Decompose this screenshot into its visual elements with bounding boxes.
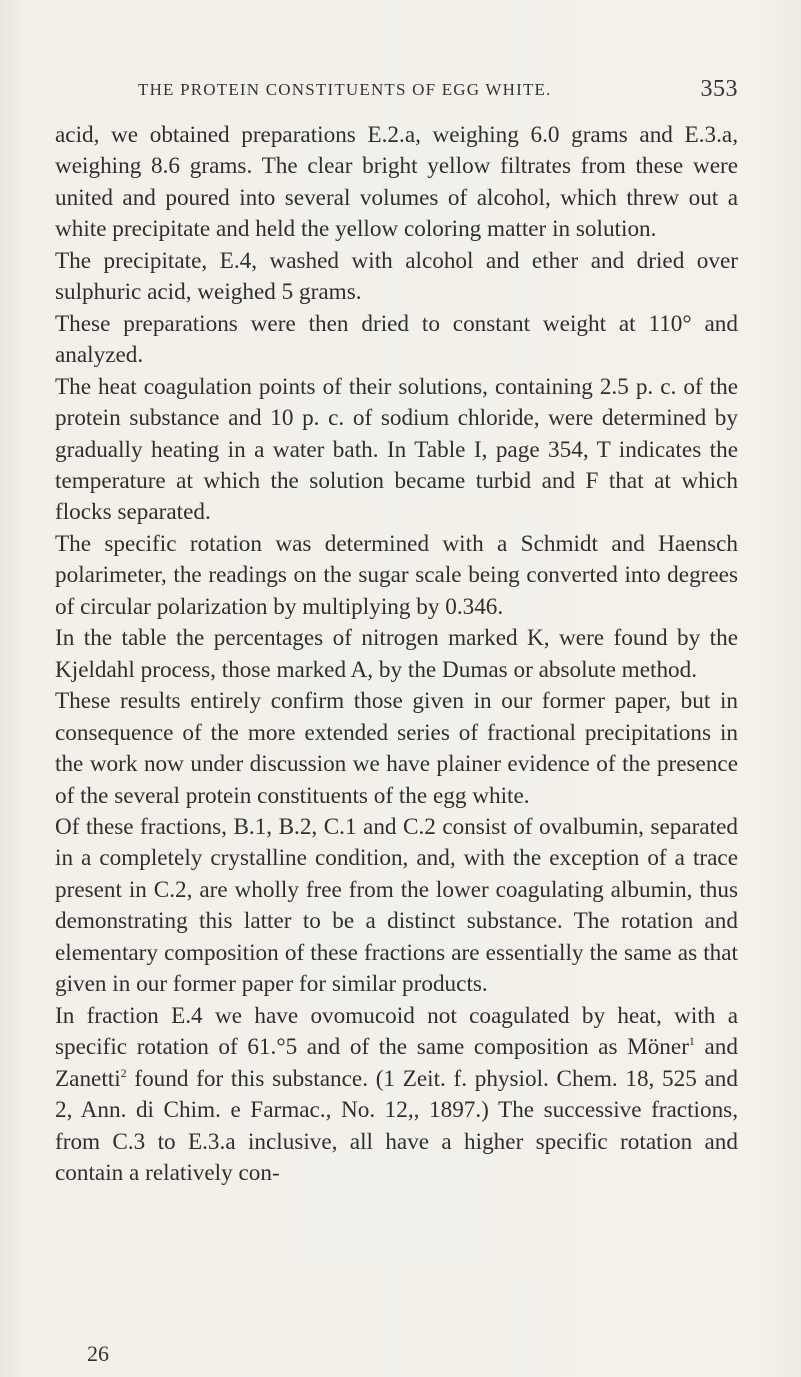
paragraph-9-text-1: In fraction E.4 we have ovomucoid not coagulated by heat, with a specific rotation of 61.°5 and of the same composition as Möner: [55, 1002, 738, 1061]
paragraph-5: The specific rotation was determined with a Schmidt and Haensch polarimeter, the readings on the sugar scale being converted into degrees of circular polarization by multiplying by 0.346.: [55, 530, 738, 620]
paragraph-9-text-3: found for this substance. (1 Zeit. f. physiol. Chem. 18, 525 and 2, Ann. di Chim. e Farmac., No. 12,, 1897.) The successive fractions, from C.3 to E.3.a inclusive, all have a higher specific rotation and contain a relatively con-: [55, 1065, 738, 1186]
paragraph-3: These preparations were then dried to constant weight at 110° and analyzed.: [55, 310, 738, 369]
paragraph-9-text-2: and Zanetti: [55, 1034, 738, 1092]
paragraph-8: Of these fractions, B.1, B.2, C.1 and C.2 consist of ovalbumin, separated in a completely crystalline condition, and, with the exception of a trace present in C.2, are wholly free from the lower coagulating albumin, thus demonstrating this latter to be a distinct substance. The rotation and elementary composition of these fractions are essentially the same as that given in our former paper for similar products.: [55, 813, 738, 998]
paragraph-1: acid, we obtained preparations E.2.a, weighing 6.0 grams and E.3.a, weighing 8.6 grams. The clear bright yellow filtrates from these were united and poured into several volumes of alcohol, which threw out a white precipitate and held the yellow coloring matter in solution.: [55, 122, 738, 243]
paragraph-9: [55, 1001, 738, 1190]
running-head-title: THE PROTEIN CONSTITUENTS OF EGG WHITE.: [138, 80, 552, 99]
page-number: 353: [700, 76, 738, 102]
signature-mark: 26: [87, 1341, 109, 1366]
paragraph-6: In the table the percentages of nitrogen marked K, were found by the Kjeldahl process, those marked A, by the Dumas or absolute method.: [55, 625, 738, 683]
footnote-ref-2: 2: [120, 1065, 127, 1080]
footnote-ref-1: 1: [688, 1034, 695, 1049]
running-head: [138, 76, 738, 106]
body-text: [55, 120, 738, 1189]
paragraph-7: These results entirely confirm those given in our former paper, but in consequence of the more extended series of fractional precipitations in the work now under discussion we have plainer evidence of the presence of the several protein constituents of the egg white.: [55, 688, 738, 809]
paragraph-2: The precipitate, E.4, washed with alcohol and ether and dried over sulphuric acid, weighed 5 grams.: [55, 247, 738, 306]
paragraph-4: The heat coagulation points of their solutions, containing 2.5 p. c. of the protein substance and 10 p. c. of sodium chloride, were determined by gradually heating in a water bath. In Table I, page 354, T indicates the temperature at which the solution became turbid and F that at which flocks separated.: [55, 373, 738, 526]
